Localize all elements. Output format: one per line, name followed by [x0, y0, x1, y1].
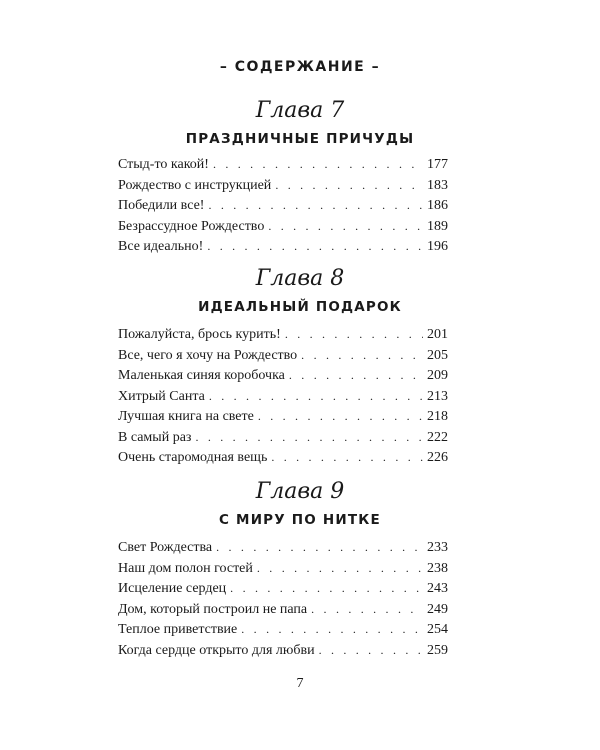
chapter-label: Глава 9	[255, 479, 345, 504]
entry-title: Маленькая синяя коробочка	[118, 368, 285, 383]
toc-entry[interactable]	[118, 427, 448, 448]
entry-page: 201	[427, 327, 448, 342]
entry-title: Хитрый Санта	[118, 388, 205, 404]
entry-page: 186	[427, 198, 448, 213]
entry-title: Безрассудное Рождество	[118, 218, 265, 234]
entry-page: 189	[427, 218, 448, 234]
chapter-title: С МИРУ ПО НИТКЕ	[219, 512, 381, 528]
toc-entry[interactable]	[118, 365, 448, 386]
dot-leader	[258, 406, 423, 427]
dot-leader	[213, 154, 423, 175]
toc-heading: – СОДЕРЖАНИЕ –	[219, 59, 381, 75]
toc-entry[interactable]	[118, 195, 448, 216]
page-number: 7	[296, 676, 304, 691]
toc-entry[interactable]	[118, 537, 448, 558]
dot-leader	[207, 236, 423, 257]
entry-title: Свет Рождества	[118, 540, 213, 555]
toc-entry[interactable]	[118, 386, 448, 407]
entry-page: 213	[427, 388, 448, 404]
entry-title: Дом, который построил не папа	[118, 601, 308, 617]
dot-leader	[311, 599, 423, 620]
entry-title: Исцеление сердец	[118, 581, 227, 596]
toc-entry[interactable]	[118, 558, 448, 579]
entry-page: 222	[427, 429, 448, 445]
entry-page: 254	[427, 622, 448, 637]
entry-title: В самый раз	[118, 429, 192, 445]
chapter-9-entries	[118, 537, 448, 660]
entry-page: 209	[427, 368, 448, 383]
dot-leader	[209, 386, 423, 407]
chapter-7-entries	[118, 154, 448, 257]
toc-entry[interactable]	[118, 154, 448, 175]
entry-page: 238	[427, 560, 448, 576]
toc-entry[interactable]	[118, 578, 448, 599]
toc-entry[interactable]	[118, 175, 448, 196]
chapter-8-entries	[118, 324, 448, 468]
entry-page: 226	[427, 450, 448, 465]
chapter-label: Глава 8	[255, 266, 345, 291]
entry-page: 243	[427, 581, 448, 596]
toc-entry[interactable]	[118, 406, 448, 427]
entry-page: 183	[427, 177, 448, 193]
entry-title: Рождество с инструкцией	[118, 177, 272, 193]
chapter-9-header	[0, 479, 600, 529]
toc-entry[interactable]	[118, 447, 448, 468]
dot-leader	[319, 640, 423, 661]
entry-page: 177	[427, 157, 448, 172]
toc-entry[interactable]	[118, 640, 448, 661]
dot-leader	[195, 427, 423, 448]
toc-entry[interactable]	[118, 324, 448, 345]
chapter-title: ПРАЗДНИЧНЫЕ ПРИЧУДЫ	[185, 131, 415, 147]
dot-leader	[275, 175, 423, 196]
toc-entry[interactable]	[118, 345, 448, 366]
dot-leader	[285, 324, 423, 345]
toc-entry[interactable]	[118, 216, 448, 237]
entry-title: Стыд-то какой!	[118, 157, 209, 172]
entry-title: Победили все!	[118, 198, 205, 213]
entry-title: Очень старомодная вещь	[118, 450, 268, 465]
entry-title: Теплое приветствие	[118, 622, 238, 637]
entry-title: Все, чего я хочу на Рождество	[118, 347, 298, 363]
dot-leader	[241, 619, 423, 640]
entry-title: Все идеально!	[118, 239, 204, 254]
dot-leader	[268, 216, 423, 237]
dot-leader	[289, 365, 423, 386]
entry-page: 249	[427, 601, 448, 617]
entry-title: Наш дом полон гостей	[118, 560, 253, 576]
toc-entry[interactable]	[118, 236, 448, 257]
entry-title: Лучшая книга на свете	[118, 409, 254, 424]
toc-entry[interactable]	[118, 599, 448, 620]
dot-leader	[216, 537, 423, 558]
chapter-8-header	[0, 266, 600, 316]
chapter-7-header	[0, 98, 600, 148]
entry-page: 205	[427, 347, 448, 363]
dot-leader	[230, 578, 423, 599]
dot-leader	[271, 447, 423, 468]
chapter-title: ИДЕАЛЬНЫЙ ПОДАРОК	[198, 299, 402, 315]
toc-entry[interactable]	[118, 619, 448, 640]
dot-leader	[257, 558, 423, 579]
dot-leader	[301, 345, 423, 366]
entry-title: Когда сердце открыто для любви	[118, 642, 315, 658]
entry-title: Пожалуйста, брось курить!	[118, 327, 281, 342]
entry-page: 218	[427, 409, 448, 424]
chapter-label: Глава 7	[255, 98, 345, 123]
dot-leader	[208, 195, 423, 216]
entry-page: 233	[427, 540, 448, 555]
entry-page: 196	[427, 239, 448, 254]
entry-page: 259	[427, 642, 448, 658]
